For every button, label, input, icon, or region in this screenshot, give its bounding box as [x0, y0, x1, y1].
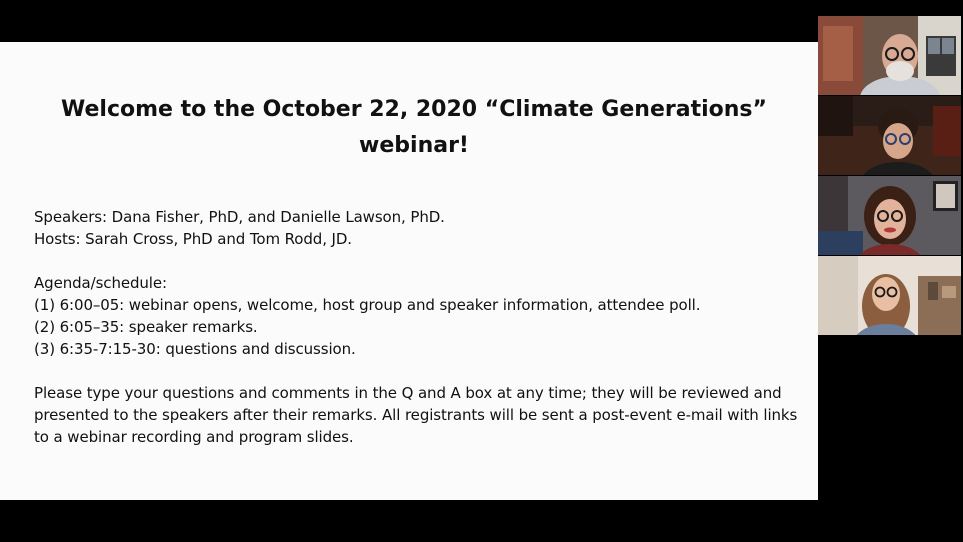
participant-video-tile-3[interactable]	[818, 176, 961, 255]
speakers-line: Speakers: Dana Fisher, PhD, and Danielle Lawson, PhD.	[34, 208, 445, 226]
slide-title: Welcome to the October 22, 2020 “Climate Generations” webinar!	[61, 97, 767, 158]
slide-body	[34, 206, 804, 448]
participant-video-gallery	[818, 16, 963, 336]
participant-video-2	[818, 96, 961, 175]
qa-instructions: Please type your questions and comments in the Q and A box at any time; they will be reviewed and presented to the speakers after their remarks. All registrants will be sent a post-event e-mail with links to a webinar recording and program slides.	[34, 384, 798, 446]
hosts-line: Hosts: Sarah Cross, PhD and Tom Rodd, JD.	[34, 230, 352, 248]
shared-slide	[0, 42, 818, 500]
agenda-item: (1) 6:00–05: webinar opens, welcome, host group and speaker information, attendee poll.	[34, 296, 701, 314]
participant-video-tile-2[interactable]	[818, 96, 961, 175]
participant-video-1	[818, 16, 961, 95]
agenda-item: (3) 6:35-7:15-30: questions and discussion.	[34, 340, 356, 358]
participant-video-3	[818, 176, 961, 255]
participant-video-tile-1[interactable]	[818, 16, 961, 95]
agenda-item: (2) 6:05–35: speaker remarks.	[34, 318, 258, 336]
participant-video-4	[818, 256, 961, 335]
participant-video-tile-4[interactable]	[818, 256, 961, 335]
agenda-heading: Agenda/schedule:	[34, 274, 167, 292]
